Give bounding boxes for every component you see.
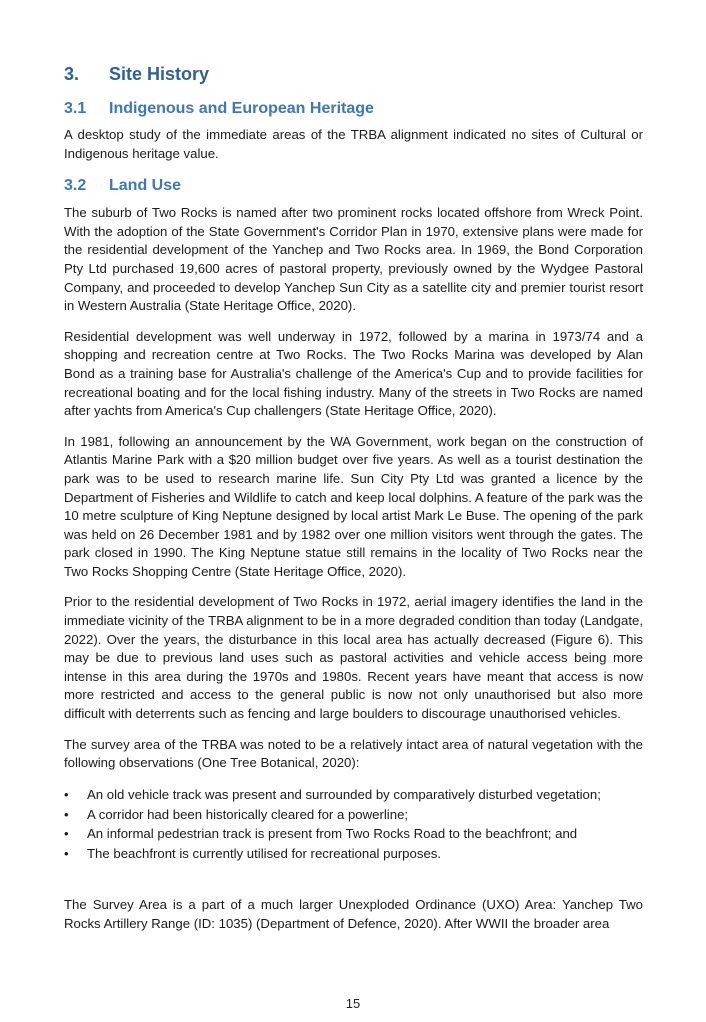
subsection-number: 3.1 <box>64 100 87 117</box>
page-content <box>64 58 643 933</box>
land-use-paragraph-3: In 1981, following an announcement by the WA Government, work began on the construction of Atlantis Marine Park with a $20 million budget over five years. As well as a tourist destination the park was to be used to research marine life. Sun City Pty Ltd was granted a licence by the Department of Fisheries and Wildlife to catch and keep local dolphins. A feature of the park was the 10 metre sculpture of King Neptune designed by local artist Mark Le Buse. The opening of the park was held on 26 December 1981 and by 1982 over one million visitors went through the gates. The park closed in 1990. The King Neptune statue still remains in the locality of Two Rocks near the Two Rocks Shopping Centre (State Heritage Office, 2020). <box>64 433 643 579</box>
land-use-paragraph-5: The survey area of the TRBA was noted to be a relatively intact area of natural vegetation with the following observations (One Tree Botanical, 2020): <box>64 736 643 771</box>
subsection-title: Indigenous and European Heritage <box>109 100 374 117</box>
land-use-paragraph-4: Prior to the residential development of Two Rocks in 1972, aerial imagery identifies the land in the immediate vicinity of the TRBA alignment to be in a more degraded condition than today (Landgate, 2022). Over the years, the disturbance in this local area has actually decreased (Figure 6). This may be due to previous land uses such as pastoral activities and vehicle access being more intense in this area during the 1970s and 1980s. Recent years have meant that access is now more restricted and access to the general public is now not only unauthorised but also more difficult with deterrents such as fencing and large boulders to discourage unauthorised vehicles. <box>64 594 643 722</box>
list-item: • A corridor had been historically cleared for a powerline; <box>64 805 643 825</box>
section-heading <box>64 58 643 90</box>
observations-list <box>64 785 643 864</box>
subsection-title: Land Use <box>109 177 182 195</box>
subsection-heading-land-use <box>64 173 643 199</box>
section-number: 3. <box>64 64 80 84</box>
subsection-number: 3.2 <box>64 177 87 195</box>
page-number: 15 <box>345 996 361 1011</box>
list-item: • An informal pedestrian track is present from Two Rocks Road to the beachfront; and <box>64 824 643 844</box>
heritage-paragraph: A desktop study of the immediate areas of the TRBA alignment indicated no sites of Cultural or Indigenous heritage value. <box>64 127 643 161</box>
list-item: • An old vehicle track was present and surrounded by comparatively disturbed vegetation; <box>64 785 643 805</box>
list-item: • The beachfront is currently utilised for recreational purposes. <box>64 844 643 864</box>
section-title: Site History <box>109 64 210 84</box>
land-use-paragraph-1: The suburb of Two Rocks is named after two prominent rocks located offshore from Wreck Point. With the adoption of the State Government's Corridor Plan in 1970, extensive plans were made for the residential development of the Yanchep and Two Rocks area. In 1969, the Bond Corporation Pty Ltd purchased 19,600 acres of pastoral property, previously owned by the Wydgee Pastoral Company, and proceeded to develop Yanchep Sun City as a satellite city and premier tourist resort in Western Australia (State Heritage Office, 2020). <box>64 205 643 314</box>
uxo-paragraph: The Survey Area is a part of a much larger Unexploded Ordinance (UXO) Area: Yanchep Two Rocks Artillery Range (ID: 1035) (Department of Defence, 2020). After WWII the broader area <box>64 897 643 931</box>
subsection-heading-heritage <box>64 96 643 122</box>
land-use-paragraph-2: Residential development was well underway in 1972, followed by a marina in 1973/74 and a shopping and recreation centre at Two Rocks. The Two Rocks Marina was developed by Alan Bond as a training base for Australia's challenge of the America's Cup and to provide facilities for recreational boating and for the local fishing industry. Many of the streets in Two Rocks are named after yachts from America's Cup challengers (State Heritage Office, 2020). <box>64 328 643 419</box>
